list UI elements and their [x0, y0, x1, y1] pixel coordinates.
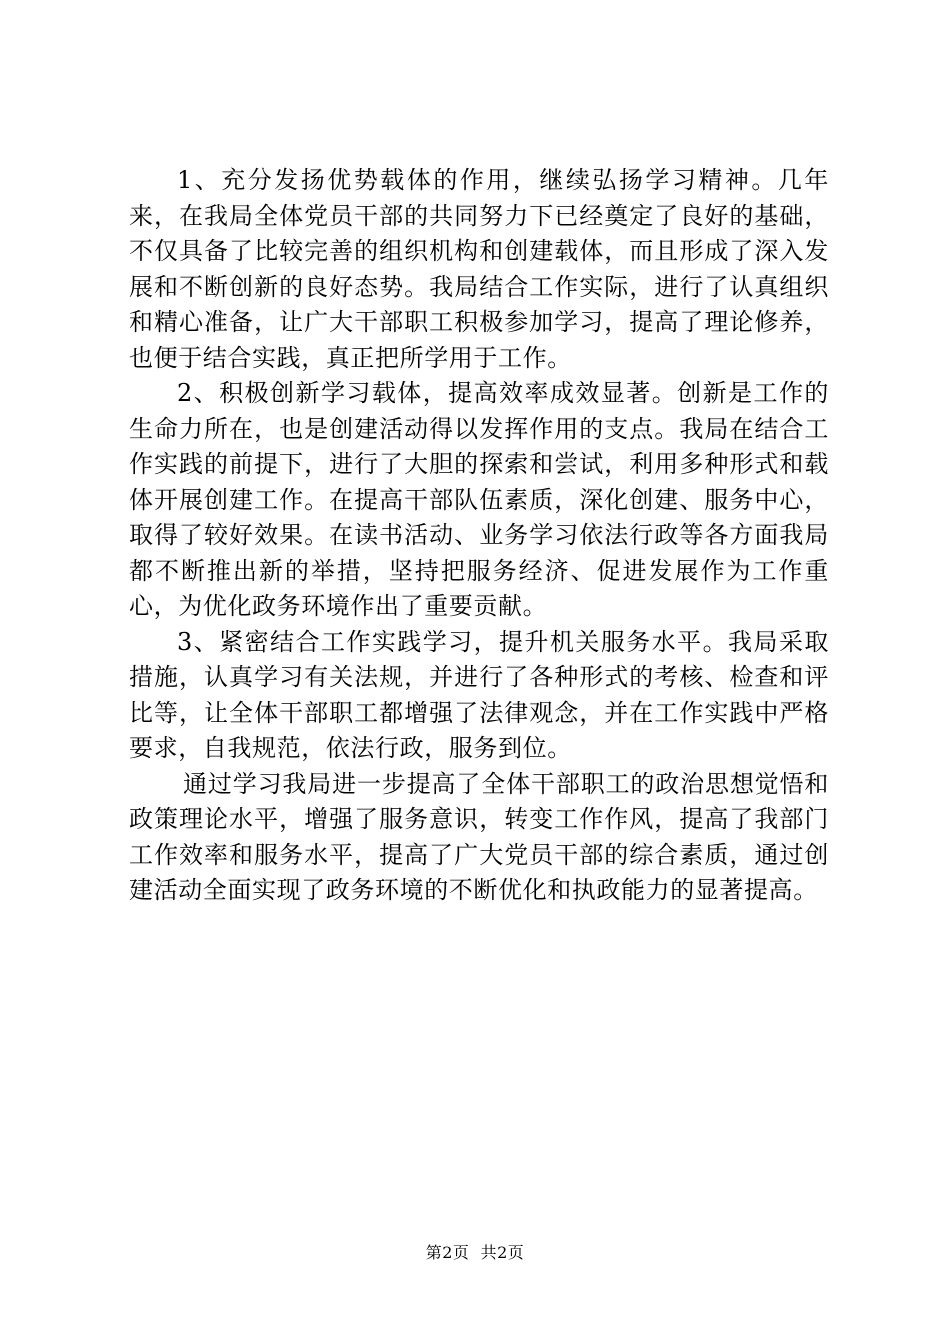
paragraph-4: 通过学习我局进一步提高了全体干部职工的政治思想觉悟和政策理论水平，增强了服务意识，转变工作作风，提高了我部门工作效率和服务水平，提高了广大党员干部的综合素质，通过创建活动全面实现了政务环境的不断优化和执政能力的显著提高。: [129, 769, 829, 904]
page-footer: [0, 1243, 950, 1263]
paragraph-1: 1、充分发扬优势载体的作用，继续弘扬学习精神。几年来，在我局全体党员干部的共同努力下已经奠定了良好的基础，不仅具备了比较完善的组织机构和创建载体，而且形成了深入发展和不断创新的良好态势。我局结合工作实际，进行了认真组织和精心准备，让广大干部职工积极参加学习，提高了理论修养，也便于结合实践，真正把所学用于工作。: [129, 166, 829, 372]
paragraph-2: 2、积极创新学习载体，提高效率成效显著。创新是工作的生命力所在，也是创建活动得以发挥作用的支点。我局在结合工作实践的前提下，进行了大胆的探索和尝试，利用多种形式和载体开展创建工作。在提高干部队伍素质，深化创建、服务中心，取得了较好效果。在读书活动、业务学习依法行政等各方面我局都不断推出新的举措，坚持把服务经济、促进发展作为工作重心，为优化政务环境作出了重要贡献。: [129, 379, 829, 620]
page-number: 第2页 共2页: [425, 1243, 525, 1262]
document-body: [129, 163, 829, 909]
paragraph-3: 3、紧密结合工作实践学习，提升机关服务水平。我局采取措施，认真学习有关法规，并进行了各种形式的考核、检查和评比等，让全体干部职工都增强了法律观念，并在工作实践中严格要求，自我规范，依法行政，服务到位。: [129, 627, 829, 762]
